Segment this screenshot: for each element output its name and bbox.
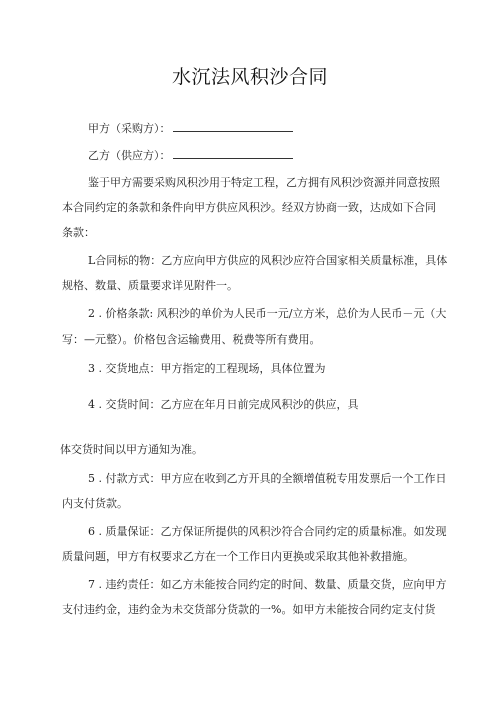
clause-1-line-2: 规格、数量、质量要求详见附件一。 (62, 279, 238, 292)
clause-6-line-2: 质量问题，甲方有权要求乙方在一个工作日内更换或采取其他补救措施。 (62, 550, 414, 563)
clause-5-line-2: 内支付货款。 (62, 497, 128, 510)
clause-7-line-1: 7 . 违约责任：如乙方未能按合同约定的时间、数量、质量交货，应向甲方 (88, 578, 447, 591)
party-a-line (88, 121, 293, 136)
party-a-blank (173, 121, 293, 132)
intro-line-3: 条款： (62, 226, 95, 239)
clause-5-line-1: 5 . 付款方式：甲方应在收到乙方开具的全额增值税专用发票后一个工作日 (88, 472, 447, 485)
party-b-label: 乙方（供应方）： (88, 149, 171, 162)
clause-4-line: 4 . 交货时间：乙方应在年月日前完成风积沙的供应，具 (88, 398, 359, 411)
clause-4-continuation: 体交货时间以甲方通知为准。 (60, 443, 203, 456)
clause-1-line-1: L合同标的物：乙方应向甲方供应的风积沙应符合国家相关质量标准，具体 (88, 254, 448, 267)
clause-2-line-1: 2 . 价格条款: 风积沙的单价为人民币一元/立方米，总价为人民币－元（大 (88, 307, 447, 320)
clause-2-line-2: 写：—元整）。价格包含运输费用、税费等所有费用。 (62, 333, 321, 346)
intro-line-1: 鉴于甲方需要采购风积沙用于特定工程，乙方拥有风积沙资源并同意按照 (88, 176, 440, 189)
clause-7-line-2: 支付违约金，违约金为未交货部分货款的一%。如甲方未能按合同约定支付货 (62, 603, 436, 616)
clause-3-line: 3 . 交货地点：甲方指定的工程现场，具体位置为 (88, 362, 326, 375)
party-b-blank (173, 148, 293, 159)
document-title: 水沉法风积沙合同 (171, 66, 328, 88)
party-b-line (88, 148, 293, 163)
clause-6-line-1: 6 . 质量保证：乙方保证所提供的风积沙符合合同约定的质量标准。如发现 (88, 525, 447, 538)
party-a-label: 甲方（采购方）： (88, 122, 171, 135)
intro-line-2: 本合同约定的条款和条件向甲方供应风积沙。经双方协商一致，达成如下合同 (62, 201, 436, 214)
